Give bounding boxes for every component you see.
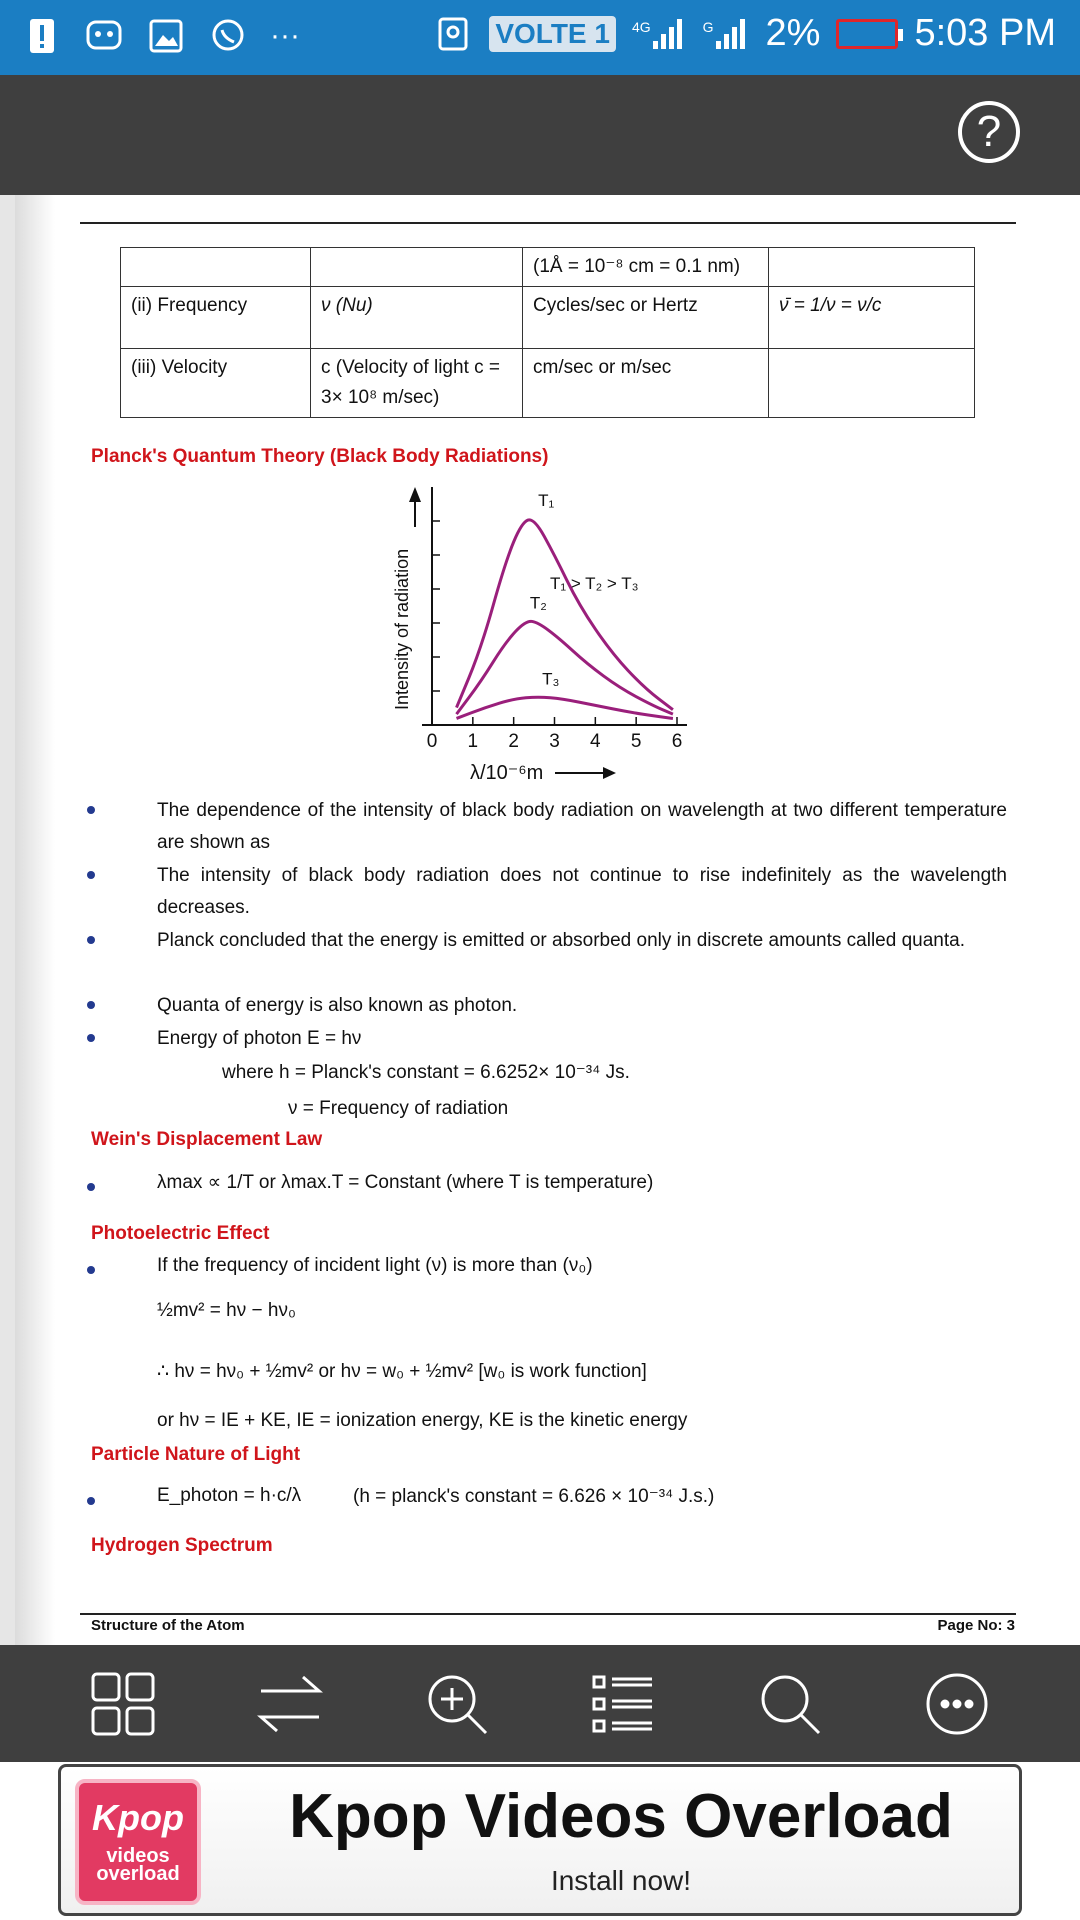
table-cell: c (Velocity of light c = 3× 10⁸ m/sec) [311,349,523,418]
wein-title: Wein's Displacement Law [91,1129,323,1150]
table-cell: ν̄ = 1/ν = ν/c [769,287,975,349]
table-cell: ν (Nu) [311,287,523,349]
series-label: T₁ [538,490,555,510]
battery-percent: 2% [765,12,821,54]
page-swap-icon[interactable] [255,1669,325,1739]
x-tick-label: 1 [467,731,479,752]
x-tick-label: 4 [590,731,601,752]
x-axis-arrowhead [603,767,616,779]
table-cell: (1Å = 10⁻⁸ cm = 0.1 nm) [523,248,769,287]
screenshot-icon [433,14,473,54]
bullet-dot [87,871,95,879]
x-tick-label: 3 [549,731,560,752]
table-cell: Cycles/sec or Hertz [523,287,769,349]
wein-formula: λmax ∝ 1/T or λmax.T = Constant (where T is temperature) [157,1172,654,1193]
bullet-dot [87,1034,95,1042]
header-rule [80,222,1016,224]
x-tick-label: 0 [426,731,438,752]
bullet-text: Planck concluded that the energy is emitted or absorbed only in discrete amounts called quanta. [157,930,965,951]
series-label: T₂ [529,593,547,613]
table-cell [121,248,311,287]
series-label: T₃ [542,669,560,689]
outline-list-icon[interactable] [588,1669,658,1739]
y-axis-arrow [409,487,421,502]
ad-title: Kpop Videos Overload [289,1782,953,1851]
bullet-text: The intensity of black body radiation does not continue to rise indefinitely as the wavelength decreases. [157,865,1007,918]
units-table [120,247,975,418]
status-bar [0,0,1080,75]
chart-annotation: T₁ > T₂ > T₃ [550,574,639,593]
ad-install-link[interactable]: Install now! [550,1865,692,1896]
bullet-dot [87,1001,95,1009]
photoelectric-intro: If the frequency of incident light (ν) is more than (ν₀) [157,1255,593,1276]
x-tick-label: 2 [508,731,519,752]
ad-banner[interactable] [58,1764,1022,1916]
table-cell: cm/sec or m/sec [523,349,769,418]
bullet-text: Energy of photon E = hν [157,1028,362,1049]
footer-chapter: Structure of the Atom [91,1617,245,1634]
bullet-dot [87,1497,95,1505]
x-tick-label: 5 [630,731,642,752]
whatsapp-icon [208,16,248,56]
ad-app-logo [75,1779,201,1905]
photoelectric-eq3: or hν = IE + KE, IE = ionization energy, KE is the kinetic energy [157,1410,688,1431]
gallery-icon [146,16,186,56]
photoelectric-eq2: ∴ hν = hν₀ + ½mv² or hν = w₀ + ½mv² [w₀ is work function] [157,1361,647,1382]
thumbnails-icon[interactable] [88,1669,158,1739]
bullet-text: Quanta of energy is also known as photon. [157,995,518,1016]
y-axis-label: Intensity of radiation [392,548,412,710]
x-tick-label: 6 [671,731,683,752]
table-cell [769,248,975,287]
document-page [15,195,1080,1645]
ad-logo-title: Kpop [92,1797,184,1838]
volte-badge: VOLTE 1 [489,16,616,52]
planck-constant-line: where h = Planck's constant = 6.6252× 10⁻³⁴ Js. [222,1062,630,1083]
battery-icon [836,19,898,49]
ad-logo-subtitle: videos overload [96,1845,180,1885]
footer-page-number: Page No: 3 [937,1617,1015,1634]
frequency-line: ν = Frequency of radiation [288,1098,509,1119]
black-body-chart [390,477,710,787]
bullet-dot [87,806,95,814]
particle-formula: E_photon = h·c/λ [157,1485,302,1506]
table-cell [311,248,523,287]
app-bar [0,75,1080,195]
help-button[interactable]: ? [958,101,1020,163]
more-notifications-icon: ··· [270,19,300,52]
clock: 5:03 PM [914,12,1056,54]
search-icon[interactable] [755,1669,825,1739]
table-row [121,248,975,287]
signal-2-icon: G [703,19,750,49]
table-cell [769,349,975,418]
particle-title: Particle Nature of Light [91,1444,301,1465]
table-row [121,349,975,418]
more-options-icon[interactable] [922,1669,992,1739]
zoom-in-icon[interactable] [422,1669,492,1739]
bullet-dot [87,936,95,944]
table-row [121,287,975,349]
document-viewer[interactable] [0,195,1080,1645]
planck-title: Planck's Quantum Theory (Black Body Radiations) [91,446,549,467]
table-cell: (iii) Velocity [121,349,311,418]
particle-note: (h = planck's constant = 6.626 × 10⁻³⁴ J.s.) [353,1486,715,1507]
bullet-dot [87,1266,95,1274]
hydrogen-title: Hydrogen Spectrum [91,1535,273,1556]
photoelectric-eq1: ½mv² = hν − hν₀ [157,1300,296,1321]
signal-1-icon: 4G [632,19,687,49]
footer-rule [80,1613,1016,1615]
x-axis-label: λ/10⁻⁶m [470,762,544,784]
bottom-toolbar [0,1645,1080,1762]
bullet-dot [87,1183,95,1191]
bullet-text: The dependence of the intensity of black body radiation on wavelength at two different temperature are shown as [157,800,1007,853]
photoelectric-title: Photoelectric Effect [91,1223,270,1244]
series-line-1 [457,520,673,710]
table-cell: (ii) Frequency [121,287,311,349]
messenger-icon [84,16,124,56]
alert-icon [22,16,62,56]
